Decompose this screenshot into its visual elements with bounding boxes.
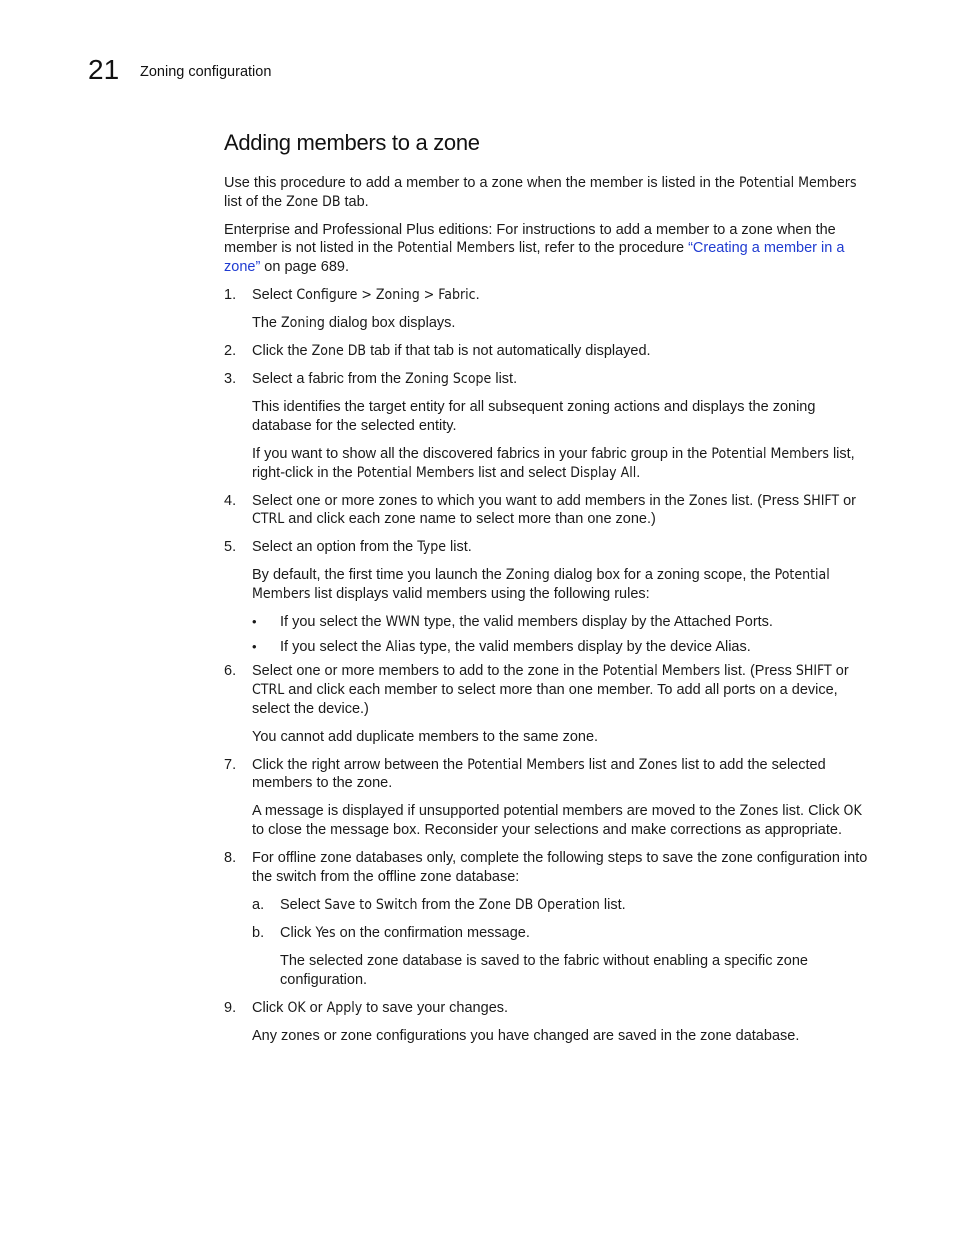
step-note: Any zones or zone configurations you have changed are saved in the zone database. [252, 1027, 800, 1044]
ui-term: Zones [739, 803, 779, 820]
ui-term: Type [417, 539, 446, 556]
step-number: 4. [224, 492, 237, 509]
ui-term: Potential Members [467, 756, 585, 773]
intro-paragraph-2: Enterprise and Professional Plus editions: For instructions to add a member to a zone when the member is not listed in the Potential Members list, refer to the procedure “Creating a member in a zone” on page 689. [224, 221, 845, 276]
step-note: The Zoning dialog box displays. [252, 315, 456, 332]
step-number: 5. [224, 539, 237, 556]
step-number: 3. [224, 371, 237, 388]
ui-term: Display All [570, 464, 637, 481]
document-body [224, 174, 872, 1055]
ui-term: Configure > Zoning > Fabric [296, 287, 476, 304]
step-note: This identifies the target entity for all subsequent zoning actions and displays the zoning database for the selected entity. [252, 399, 816, 434]
ui-term: SHIFT [803, 492, 840, 509]
chapter-number: 21 [88, 54, 120, 85]
ui-term: Potential Members [356, 464, 475, 481]
step-7: 7. Click the right arrow between the Potential Members list and Zones list to add the selected members to the zone. A message is displayed if unsupported potential members are moved to the Zones list. Click OK to close the message box. Reconsider your selections and make corrections as appropriate. [224, 756, 872, 840]
chapter-title: Zoning configuration [140, 64, 272, 80]
cross-reference-link[interactable]: “Creating a member in a zone” [224, 240, 845, 276]
step-note: If you want to show all the discovered fabrics in your fabric group in the Potential Members list, right-click in the Potential Members list and select Display All. [252, 445, 855, 481]
step-4: 4. Select one or more zones to which you want to add members in the Zones list. (Press SHIFT or CTRL and click each zone name to select more than one zone.) [224, 492, 857, 528]
ui-term: Potential Members [711, 445, 829, 462]
list-item: • If you select the Alias type, the valid members display by the device Alias. [252, 638, 751, 655]
ui-term: WWN [385, 613, 420, 630]
intro-paragraph-1: Use this procedure to add a member to a zone when the member is listed in the Potential Members list of the Zone DB tab. [224, 175, 857, 210]
section-title: Adding members to a zone [224, 130, 480, 155]
ui-term: Save to Switch [324, 896, 418, 913]
step-2: 2. Click the Zone DB tab if that tab is not automatically displayed. [224, 343, 651, 360]
step-note: You cannot add duplicate members to the same zone. [252, 728, 599, 745]
step-note: The selected zone database is saved to the fabric without enabling a specific zone configuration. [280, 952, 808, 988]
step-number: 2. [224, 343, 237, 360]
step-6: 6. Select one or more members to add to the zone in the Potential Members list. (Press SHIFT or CTRL and click each member to select more than one member. To add all ports on a device, select the device.) You cannot add duplicate members to the same zone. [224, 662, 872, 746]
step-3: 3. Select a fabric from the Zoning Scope list. This identifies the target entity for all subsequent zoning actions and displays the zoning database for the selected entity. If you want to show all the discovered fabrics in your fabric group in the Potential Members list, right-click in the Potential Members list and select Display All. [224, 370, 872, 482]
ui-term: Apply [326, 999, 363, 1016]
ui-term: Potential Members [397, 240, 515, 257]
ui-term: OK [843, 803, 862, 820]
step-number: 1. [224, 287, 237, 304]
bullet-icon: • [252, 613, 257, 629]
ui-term: Zone DB Operation [478, 896, 600, 913]
list-item: • If you select the WWN type, the valid members display by the Attached Ports. [252, 613, 773, 630]
ui-term: Alias [385, 638, 416, 655]
ui-term: Potential Members [739, 175, 857, 191]
step-number: 9. [224, 999, 237, 1016]
step-number: 6. [224, 663, 237, 680]
step-9: 9. Click OK or Apply to save your changes. Any zones or zone configurations you have changed are saved in the zone database. [224, 999, 872, 1046]
step-note: A message is displayed if unsupported potential members are moved to the Zones list. Click OK to close the message box. Reconsider your selections and make corrections as appropriate. [252, 803, 862, 839]
ui-term: Zone DB [311, 343, 367, 360]
step-8: 8. For offline zone databases only, complete the following steps to save the zone configuration into the switch from the offline zone database: a. Select Save to Switch from the Zone DB Operation list. b. Click Yes on the confirmation message. The selected zone database is saved to the fabric without enabling a specific zone configuration. [224, 849, 872, 989]
step-number: 8. [224, 850, 237, 867]
substep-letter: a. [252, 896, 265, 913]
substep-letter: b. [252, 924, 265, 941]
step-number: 7. [224, 756, 237, 773]
ui-term: CTRL [252, 511, 285, 528]
ui-term: Zoning [505, 567, 550, 584]
ui-term: OK [287, 999, 306, 1016]
substep-b: b. Click Yes on the confirmation message. [252, 924, 530, 941]
bullet-icon: • [252, 638, 257, 654]
substep-a: a. Select Save to Switch from the Zone DB Operation list. [252, 896, 626, 913]
substep-list [224, 896, 872, 989]
ui-term: Potential Members [602, 663, 721, 680]
ui-term: Potential Members [252, 567, 830, 602]
step-1: 1. Select Configure > Zoning > Fabric. The Zoning dialog box displays. [224, 286, 872, 333]
ui-term: Zones [688, 492, 728, 509]
ui-term: CTRL [252, 682, 285, 699]
ui-term: Zone DB [286, 193, 341, 210]
ui-term: SHIFT [795, 663, 832, 680]
ui-term: Zoning [281, 315, 325, 332]
bullet-list [224, 613, 872, 656]
ui-term: Zones [638, 756, 678, 773]
ui-term: Zoning Scope [405, 371, 492, 388]
step-note: By default, the first time you launch the Zoning dialog box for a zoning scope, the Potential Members list displays valid members using the following rules: [252, 567, 830, 602]
ui-term: Yes [315, 924, 336, 941]
step-5: 5. Select an option from the Type list. By default, the first time you launch the Zoning dialog box for a zoning scope, the Potential Members list displays valid members using the following rules: • If you select the WWN type, the valid members display by the Attached Ports. • If you select the Alias type, the valid members display by the device Alias. [224, 538, 872, 656]
